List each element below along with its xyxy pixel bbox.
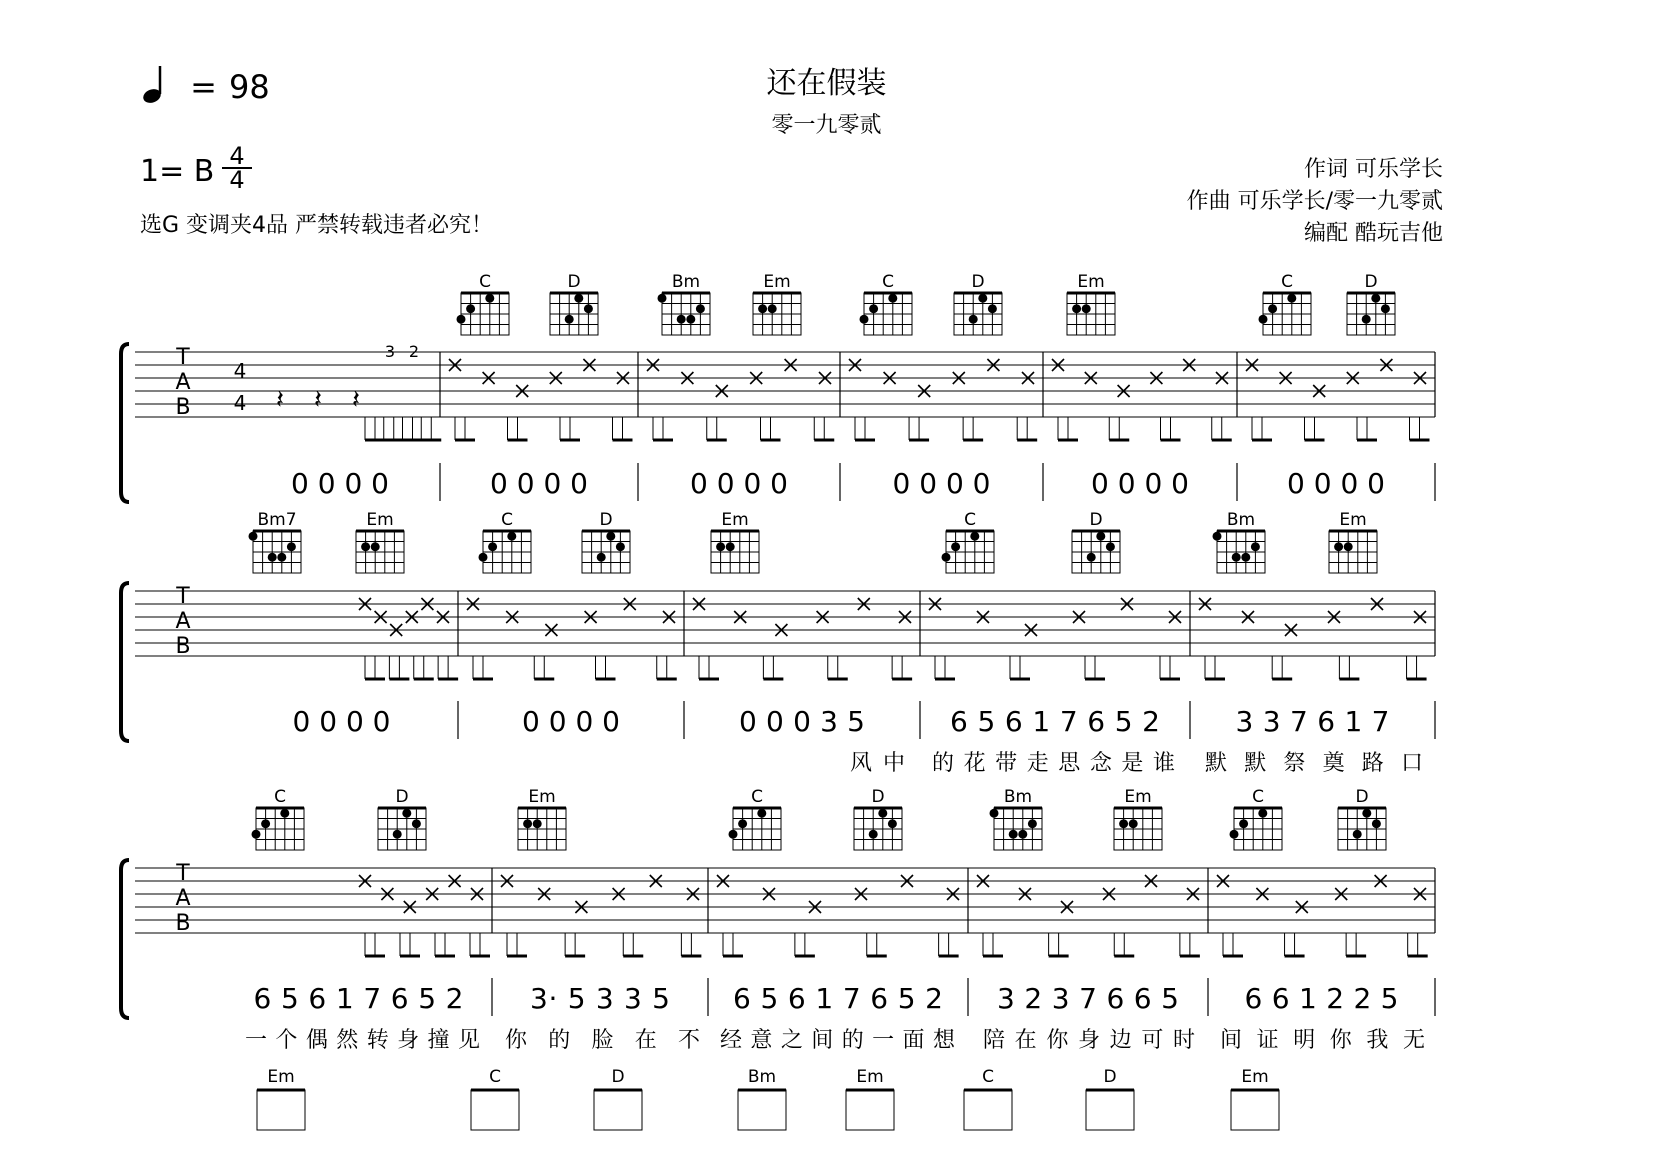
quarter-rest-icon: 𝄽 xyxy=(276,385,284,415)
lyric-segment: 陪 在 你 身 边 可 时 xyxy=(983,1028,1195,1053)
chord-dot xyxy=(1087,553,1096,562)
chord-dot xyxy=(268,553,277,562)
lyric-segment: 默 默 祭 奠 路 口 xyxy=(1205,751,1423,776)
chord-name: Em xyxy=(1339,510,1367,530)
chord-dot xyxy=(1362,315,1371,324)
chord-name: D xyxy=(1089,510,1103,530)
chord-name: Em xyxy=(1077,272,1105,292)
capo-note: 选G 变调夹4品 严禁转载违者必究！ xyxy=(140,213,494,238)
chord-dot xyxy=(616,542,625,551)
tab-letter: B xyxy=(175,634,191,659)
chord-dot xyxy=(393,830,402,839)
staff-time-top: 4 xyxy=(233,359,247,383)
chord-dot xyxy=(942,553,951,562)
chord-name: D xyxy=(599,510,613,530)
chord-dot xyxy=(1241,553,1250,562)
chord-dot xyxy=(565,315,574,324)
chord-grid xyxy=(257,1090,305,1130)
chord-name: Bm xyxy=(1226,510,1256,530)
chord-dot xyxy=(402,809,411,818)
jianpu-measure: 0 0 0 0 xyxy=(490,467,588,500)
jianpu-measure: 0 0 0 0 xyxy=(690,467,788,500)
chord-dot xyxy=(1334,542,1343,551)
chord-dot xyxy=(261,819,270,828)
chord-dot xyxy=(1028,819,1037,828)
key-signature: 1= B xyxy=(140,154,215,189)
staff-time-bottom: 4 xyxy=(233,391,247,415)
jianpu-measure: 6 5 6 1 7 6 5 2 xyxy=(253,982,464,1015)
chord-dot xyxy=(507,532,516,541)
lyric-segment: 你 的 脸 在 不 xyxy=(505,1028,700,1053)
jianpu-measure: 3 3 7 6 1 7 xyxy=(1235,705,1390,738)
chord-dot xyxy=(1072,304,1081,313)
chord-grid xyxy=(1086,1090,1134,1130)
chord-name: D xyxy=(971,272,985,292)
lyric-segment: 经 意 之 间 的 一 面 想 xyxy=(720,1028,955,1053)
chord-dot xyxy=(677,315,686,324)
chord-name: Em xyxy=(1124,787,1152,807)
chord-name: D xyxy=(871,787,885,807)
chord-dot xyxy=(287,542,296,551)
chord-grid xyxy=(594,1090,642,1130)
chord-dot xyxy=(988,304,997,313)
song-title: 还在假装 xyxy=(766,66,887,101)
tab-letter: B xyxy=(175,395,191,420)
chord-dot xyxy=(658,294,667,303)
chord-name: C xyxy=(964,510,976,530)
chord-dot xyxy=(978,294,987,303)
chord-dot xyxy=(361,542,370,551)
chord-name: D xyxy=(1364,272,1378,292)
chord-dot xyxy=(878,809,887,818)
chord-name: D xyxy=(1355,787,1369,807)
chord-dot xyxy=(371,542,380,551)
chord-dot xyxy=(533,819,542,828)
tab-letter: A xyxy=(175,886,191,911)
lyricist-credit: 作词 可乐学长 xyxy=(1304,157,1443,182)
chord-dot xyxy=(488,542,497,551)
chord-dot xyxy=(990,809,999,818)
chord-name: Em xyxy=(721,510,749,530)
system-brace xyxy=(121,860,129,1018)
system-brace xyxy=(121,583,129,741)
chord-dot xyxy=(485,294,494,303)
chord-dot xyxy=(860,315,869,324)
quarter-rest-icon: 𝄽 xyxy=(314,385,322,415)
composer-credit: 作曲 可乐学长/零一九零贰 xyxy=(1186,189,1443,214)
chord-dot xyxy=(1371,294,1380,303)
chord-name: C xyxy=(489,1067,501,1087)
chord-dot xyxy=(1353,830,1362,839)
chord-dot xyxy=(1251,542,1260,551)
jianpu-measure: 0 0 0 0 xyxy=(292,705,391,738)
chord-name: Em xyxy=(856,1067,884,1087)
chord-dot xyxy=(280,809,289,818)
chord-dot xyxy=(768,304,777,313)
chord-grid xyxy=(846,1090,894,1130)
chord-name: C xyxy=(274,787,286,807)
chord-dot xyxy=(523,819,532,828)
chord-dot xyxy=(584,304,593,313)
chord-dot xyxy=(1106,542,1115,551)
lyric-segment: 间 证 明 你 我 无 xyxy=(1220,1028,1425,1053)
chord-dot xyxy=(888,819,897,828)
tab-letter: T xyxy=(176,345,190,370)
chord-dot xyxy=(1268,304,1277,313)
chord-dot xyxy=(757,809,766,818)
chord-dot xyxy=(758,304,767,313)
chord-dot xyxy=(1381,304,1390,313)
tab-fret-number: 3 xyxy=(384,342,396,361)
chord-dot xyxy=(1239,819,1248,828)
chord-name: C xyxy=(1281,272,1293,292)
tab-letter: A xyxy=(175,609,191,634)
chord-dot xyxy=(1018,830,1027,839)
chord-dot xyxy=(1259,315,1268,324)
chord-dot xyxy=(1362,809,1371,818)
chord-grid xyxy=(964,1090,1012,1130)
jianpu-measure: 0 0 0 3 5 xyxy=(739,705,865,738)
chord-name: Em xyxy=(1241,1067,1269,1087)
song-artist: 零一九零贰 xyxy=(771,113,882,138)
arranger-credit: 编配 酷玩吉他 xyxy=(1304,221,1443,246)
tempo-bpm: 98 xyxy=(228,68,270,106)
chord-dot xyxy=(716,542,725,551)
chord-dot xyxy=(606,532,615,541)
tab-letter: T xyxy=(176,861,190,886)
chord-dot xyxy=(479,553,488,562)
chord-dot xyxy=(574,294,583,303)
lyric-segment: 一 个 偶 然 转 身 撞 见 xyxy=(245,1028,480,1053)
lyric-segment: 风 中 xyxy=(850,751,905,776)
chord-name: Bm xyxy=(1003,787,1033,807)
lyric-segment: 的 花 带 走 思 念 是 谁 xyxy=(932,751,1175,776)
time-top: 4 xyxy=(229,142,245,170)
chord-name: Bm7 xyxy=(257,510,297,530)
chord-dot xyxy=(597,553,606,562)
chord-dot xyxy=(1287,294,1296,303)
chord-name: Em xyxy=(528,787,556,807)
chord-dot xyxy=(1344,542,1353,551)
chord-dot xyxy=(1082,304,1091,313)
jianpu-measure: 0 0 0 0 xyxy=(291,467,389,500)
chord-dot xyxy=(738,819,747,828)
chord-dot xyxy=(696,304,705,313)
chord-name: C xyxy=(501,510,513,530)
system-brace xyxy=(121,344,129,502)
chord-dot xyxy=(1258,809,1267,818)
chord-dot xyxy=(1129,819,1138,828)
jianpu-measure: 0 0 0 0 xyxy=(1091,467,1189,500)
chord-dot xyxy=(686,315,695,324)
chord-dot xyxy=(249,532,258,541)
jianpu-measure: 0 0 0 0 xyxy=(1287,467,1385,500)
time-bottom: 4 xyxy=(229,166,245,194)
chord-dot xyxy=(1119,819,1128,828)
jianpu-measure: 0 0 0 0 xyxy=(892,467,991,500)
chord-dot xyxy=(1009,830,1018,839)
jianpu-measure: 0 0 0 0 xyxy=(522,705,620,738)
chord-name: Bm xyxy=(747,1067,777,1087)
chord-dot xyxy=(1230,830,1239,839)
chord-dot xyxy=(726,542,735,551)
chord-dot xyxy=(969,315,978,324)
chord-name: D xyxy=(1103,1067,1117,1087)
chord-name: C xyxy=(1252,787,1264,807)
tab-letter: A xyxy=(175,370,191,395)
chord-grid xyxy=(471,1090,519,1130)
chord-dot xyxy=(869,304,878,313)
jianpu-measure: 6 5 6 1 7 6 5 2 xyxy=(950,705,1160,738)
chord-dot xyxy=(869,830,878,839)
chord-dot xyxy=(951,542,960,551)
chord-name: D xyxy=(611,1067,625,1087)
chord-name: Bm xyxy=(671,272,701,292)
chord-name: Em xyxy=(366,510,394,530)
chord-dot xyxy=(1213,532,1222,541)
tempo-equals: = xyxy=(190,68,217,106)
chord-dot xyxy=(1372,819,1381,828)
tab-letter: B xyxy=(175,911,191,936)
chord-name: D xyxy=(567,272,581,292)
chord-dot xyxy=(729,830,738,839)
chord-grid xyxy=(738,1090,786,1130)
chord-name: D xyxy=(395,787,409,807)
jianpu-measure: 3· 5 3 3 5 xyxy=(530,982,670,1015)
chord-name: Em xyxy=(763,272,791,292)
tab-letter: T xyxy=(176,584,190,609)
chord-grid xyxy=(1231,1090,1279,1130)
chord-name: C xyxy=(982,1067,994,1087)
jianpu-measure: 3 2 3 7 6 6 5 xyxy=(997,982,1179,1015)
chord-dot xyxy=(888,294,897,303)
tab-fret-number: 2 xyxy=(408,342,420,361)
chord-name: C xyxy=(882,272,894,292)
chord-dot xyxy=(252,830,261,839)
chord-dot xyxy=(457,315,466,324)
chord-name: Em xyxy=(267,1067,295,1087)
chord-name: C xyxy=(751,787,763,807)
jianpu-measure: 6 5 6 1 7 6 5 2 xyxy=(733,982,943,1015)
chord-dot xyxy=(1096,532,1105,541)
chord-name: C xyxy=(479,272,491,292)
quarter-rest-icon: 𝄽 xyxy=(352,385,360,415)
chord-dot xyxy=(1232,553,1241,562)
chord-dot xyxy=(277,553,286,562)
chord-dot xyxy=(970,532,979,541)
chord-dot xyxy=(466,304,475,313)
jianpu-measure: 6 6 1 2 2 5 xyxy=(1244,982,1399,1015)
chord-dot xyxy=(412,819,421,828)
